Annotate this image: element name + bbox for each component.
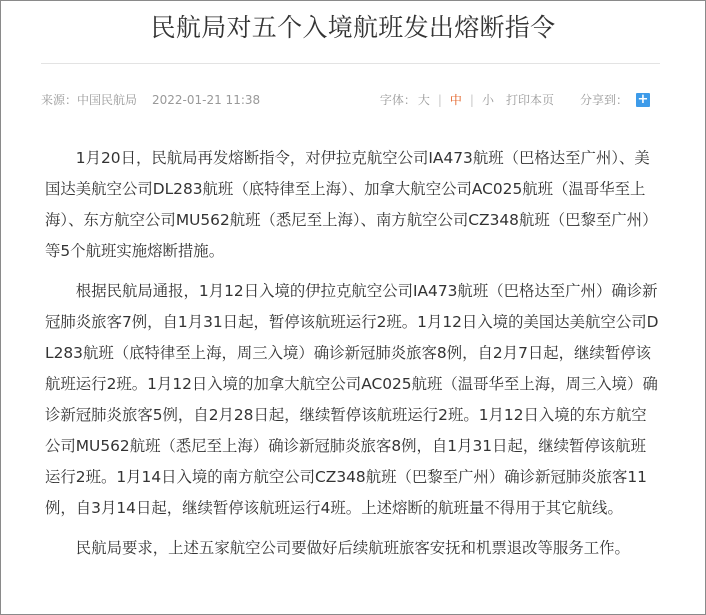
title-divider bbox=[41, 63, 660, 64]
article-date: 2022-01-21 11:38 bbox=[152, 93, 261, 107]
font-small-button[interactable]: 小 bbox=[481, 93, 494, 107]
font-medium-button[interactable]: 中 bbox=[449, 93, 462, 107]
font-size-label: 字体： bbox=[379, 93, 416, 107]
font-large-button[interactable]: 大 bbox=[417, 93, 430, 107]
article-paragraph: 1月20日，民航局再发熔断指令，对伊拉克航空公司IA473航班（巴格达至广州）、美国达美航空公司DL283航班（底特律至上海）、加拿大航空公司AC025航班（温哥华至上海）、东方航空公司MU562航班（悉尼至上海）、南方航空公司CZ348航班（巴黎至广州）等5个航班实施熔断措施。 bbox=[45, 149, 658, 260]
toolbar-separator: | bbox=[469, 93, 474, 107]
article-paragraph: 根据民航局通报，1月12日入境的伊拉克航空公司IA473航班（巴格达至广州）确诊新冠肺炎旅客7例，自1月31日起，暂停该航班运行2班。1月12日入境的美国达美航空公司DL283航班（底特律至上海，周三入境）确诊新冠肺炎旅客8例，自2月7日起，继续暂停该航班运行2班。1月12日入境的加拿大航空公司AC025航班（温哥华至上海，周三入境）确诊新冠肺炎旅客5例，自2月28日起，继续暂停该航班运行2班。1月12日入境的东方航空公司MU562航班（悉尼至上海）确诊新冠肺炎旅客8例，自1月31日起，继续暂停该航班运行2班。1月14日入境的南方航空公司CZ348航班（巴黎至广州）确诊新冠肺炎旅客11例，自3月14日起，继续暂停该航班运行4班。上述熔断的航班量不得用于其它航线。 bbox=[45, 282, 659, 517]
print-page-link[interactable]: 打印本页 bbox=[505, 93, 554, 107]
article-paragraph: 民航局要求，上述五家航空公司要做好后续航班旅客安抚和机票退改等服务工作。 bbox=[75, 539, 630, 557]
share-label: 分享到： bbox=[579, 93, 628, 107]
share-plus-icon[interactable]: + bbox=[637, 92, 649, 107]
article-meta bbox=[41, 91, 660, 109]
article-toolbar bbox=[380, 91, 650, 109]
toolbar-separator: | bbox=[437, 93, 442, 107]
article-title: 民航局对五个入境航班发出熔断指令 bbox=[150, 13, 556, 42]
article-body bbox=[45, 143, 659, 573]
article-source: 来源：中国民航局 bbox=[41, 93, 138, 107]
